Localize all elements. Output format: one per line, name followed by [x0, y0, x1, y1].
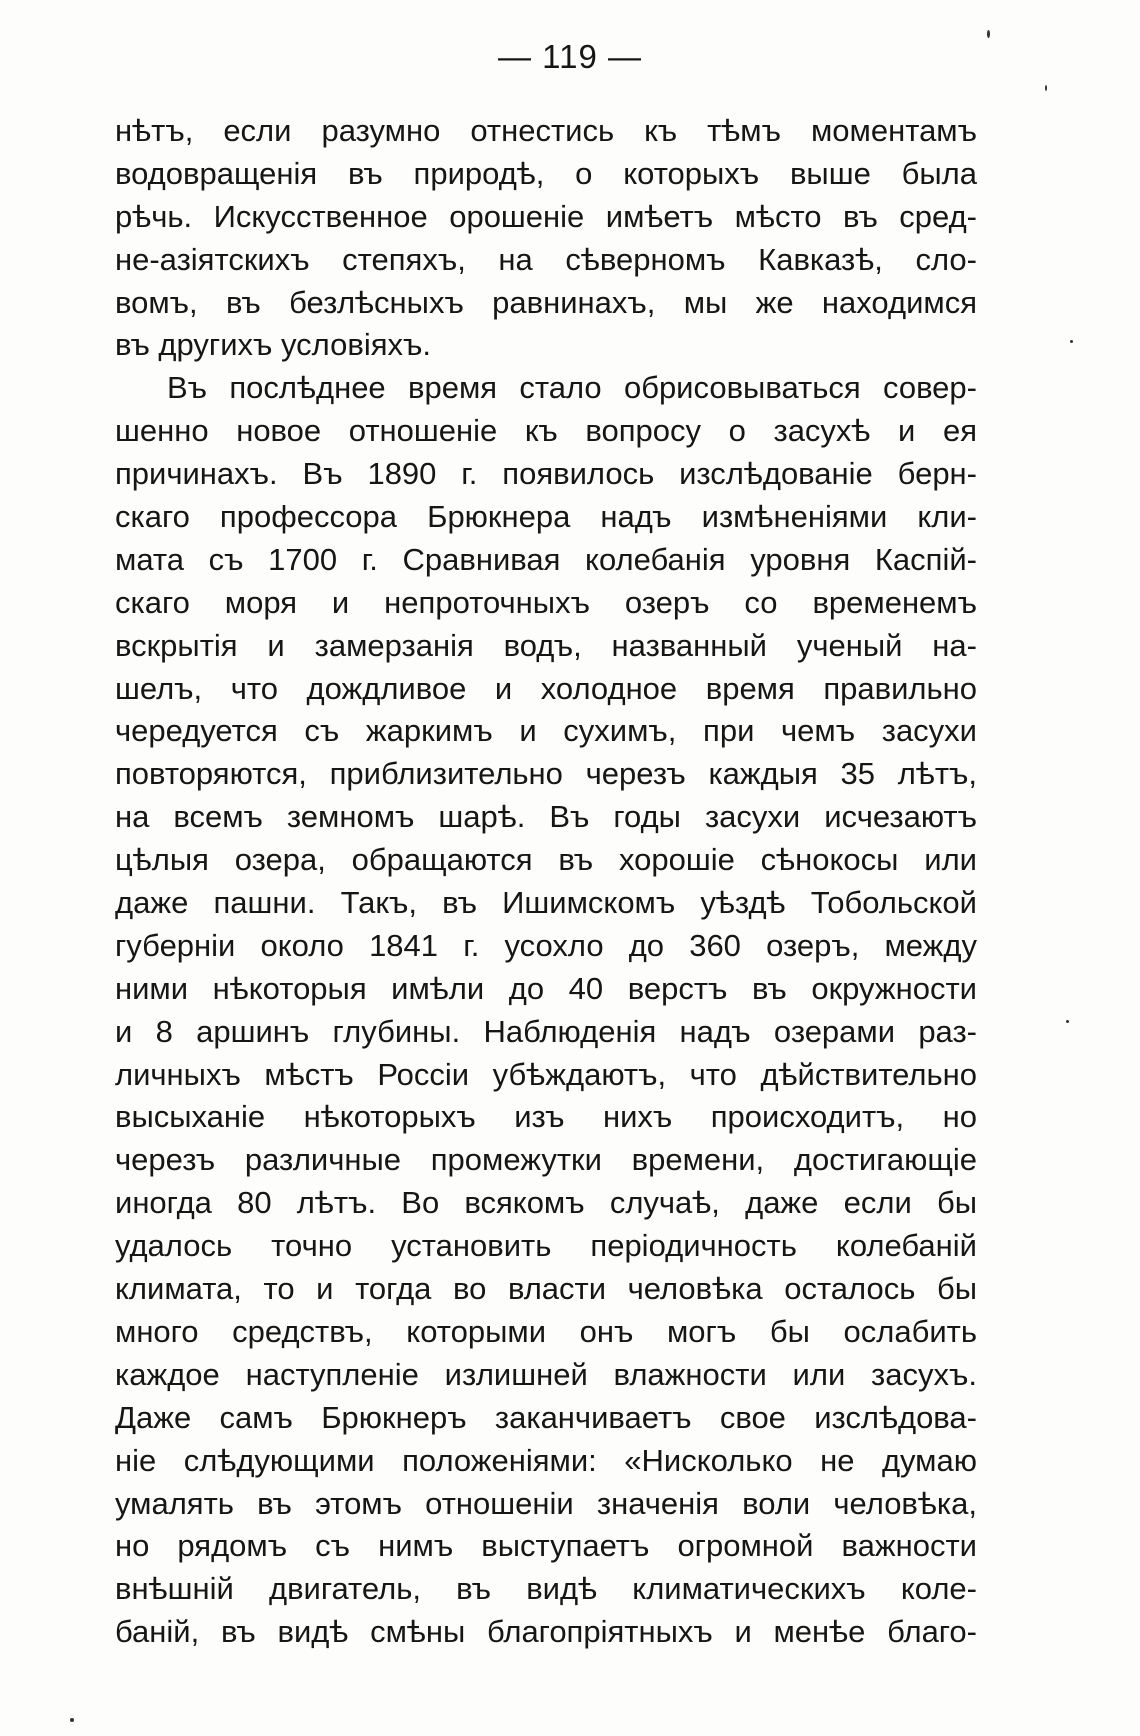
page-number: — 119 —	[498, 38, 642, 75]
text-line: черезъ различные промежутки времени, достигающіе	[115, 1142, 977, 1178]
text-line: повторяются, приблизительно черезъ каждыя 35 лѣтъ,	[115, 756, 977, 792]
text-line: водовращенія въ природѣ, о которыхъ выше была	[115, 155, 977, 191]
text-line: даже пашни. Такъ, въ Ишимскомъ уѣздѣ Тобольской	[115, 885, 977, 921]
text-line: внѣшній двигатель, въ видѣ климатическихъ коле-	[115, 1571, 977, 1607]
text-line: Въ послѣднее время стало обрисовываться совер-	[167, 370, 977, 406]
text-line: высыханіе нѣкоторыхъ изъ нихъ происходитъ, но	[115, 1099, 977, 1135]
text-line: мата съ 1700 г. Сравнивая колебанія уровня Каспій-	[115, 541, 977, 577]
text-line: Даже самъ Брюкнеръ заканчиваетъ свое изслѣдова-	[115, 1399, 977, 1435]
text-line: вомъ, въ безлѣсныхъ равнинахъ, мы же находимся	[115, 284, 977, 320]
text-line: скаго моря и непроточныхъ озеръ со временемъ	[115, 584, 977, 620]
text-line: удалось точно установить періодичность колебаній	[115, 1228, 977, 1264]
text-line: не-азіятскихъ степяхъ, на сѣверномъ Кавказѣ, сло-	[115, 241, 977, 277]
text-line: чередуется съ жаркимъ и сухимъ, при чемъ засухи	[115, 713, 977, 749]
text-line: и 8 аршинъ глубины. Наблюденія надъ озерами раз-	[115, 1013, 977, 1049]
text-line: каждое наступленіе излишней влажности или засухъ.	[115, 1356, 977, 1392]
text-line: климата, то и тогда во власти человѣка осталось бы	[115, 1271, 977, 1307]
scan-speck	[987, 30, 990, 38]
text-line: баній, въ видѣ смѣны благопріятныхъ и менѣе благо-	[115, 1614, 977, 1650]
text-line: шелъ, что дождливое и холодное время правильно	[115, 670, 977, 706]
text-line: на всемъ земномъ шарѣ. Въ годы засухи исчезаютъ	[115, 799, 977, 835]
scan-speck	[1066, 1020, 1069, 1023]
text-line: рѣчь. Искусственное орошеніе имѣетъ мѣсто въ сред-	[115, 198, 977, 234]
text-line: шенно новое отношеніе къ вопросу о засухѣ и ея	[115, 413, 977, 449]
text-line: скаго профессора Брюкнера надъ измѣненіями кли-	[115, 499, 977, 535]
text-line: въ другихъ условіяхъ.	[115, 327, 431, 363]
text-line: губерніи около 1841 г. усохло до 360 озеръ, между	[115, 927, 977, 963]
scan-speck	[70, 1718, 74, 1722]
text-line: нѣтъ, если разумно отнестись къ тѣмъ моментамъ	[115, 113, 977, 148]
body-text	[115, 110, 977, 1654]
text-line: личныхъ мѣстъ Россіи убѣждаютъ, что дѣйствительно	[115, 1056, 977, 1092]
text-line: ніе слѣдующими положеніями: «Нисколько не думаю	[115, 1442, 977, 1478]
text-line: много средствъ, которыми онъ могъ бы ослабить	[115, 1313, 977, 1349]
text-line: ними нѣкоторыя имѣли до 40 верстъ въ окружности	[115, 970, 977, 1006]
text-line: но рядомъ съ нимъ выступаетъ огромной важности	[115, 1528, 977, 1564]
scan-speck	[1045, 85, 1047, 91]
text-line: цѣлыя озера, обращаются въ хорошіе сѣнокосы или	[115, 842, 977, 878]
text-line: причинахъ. Въ 1890 г. появилось изслѣдованіе берн-	[115, 456, 977, 492]
text-line: умалять въ этомъ отношеніи значенія воли человѣка,	[115, 1485, 977, 1521]
text-line: вскрытія и замерзанія водъ, названный ученый на-	[115, 627, 977, 663]
scan-speck	[1070, 340, 1073, 343]
text-line: иногда 80 лѣтъ. Во всякомъ случаѣ, даже если бы	[115, 1185, 977, 1221]
